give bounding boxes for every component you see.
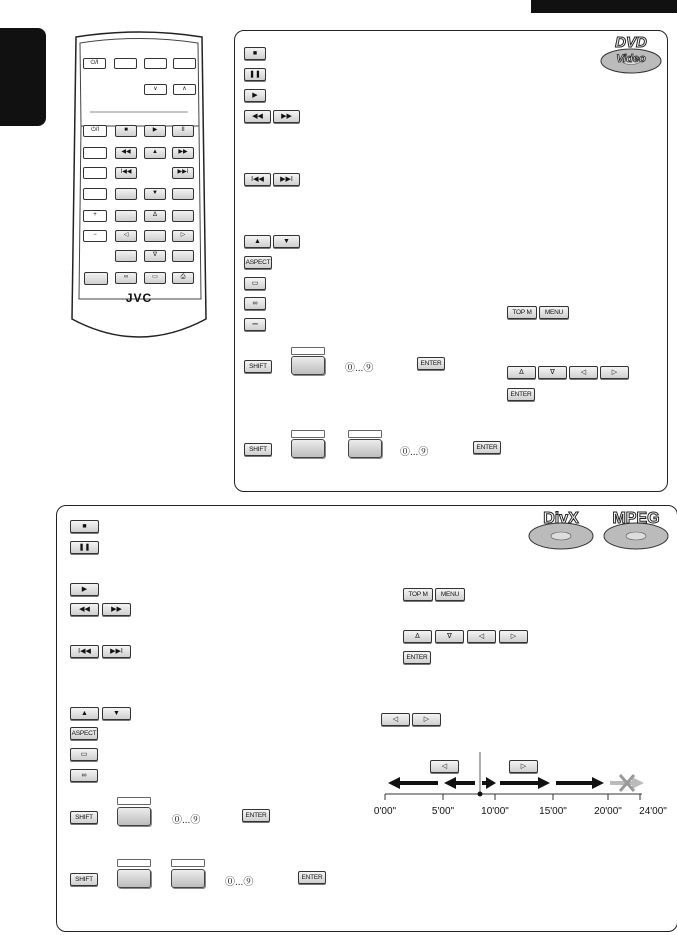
remote-down[interactable]: ▼	[144, 188, 166, 200]
dvd-digits-2: ⓪...⑨	[400, 447, 429, 458]
dvd-aspect-button[interactable]: ASPECT	[244, 256, 272, 269]
dvd-prev-button[interactable]: I◀◀	[244, 173, 271, 186]
dvd-video-panel	[234, 30, 668, 492]
mpeg-logo-text: MPEG	[612, 510, 660, 527]
current-position-marker	[478, 792, 483, 797]
divx-logo-text: DivX	[543, 510, 579, 527]
remote-pause[interactable]: II	[172, 125, 194, 137]
dvd-grey-key-3[interactable]	[348, 439, 382, 458]
remote-left-2[interactable]	[83, 167, 107, 179]
dvd-angle-button[interactable]: ⎓	[244, 318, 266, 331]
dvd-ff-button[interactable]: ▶▶	[273, 110, 300, 123]
remote-key-2[interactable]	[144, 58, 167, 69]
remote-key-c[interactable]	[115, 250, 137, 262]
dvd-logo-text: DVD	[615, 34, 647, 51]
arrow-fwd-2	[500, 777, 550, 789]
timeline-label-2: 10'00"	[481, 806, 509, 817]
arrow-fwd-blocked	[610, 775, 644, 791]
dvd-key-outline	[291, 347, 325, 355]
divx-prev-button[interactable]: I◀◀	[70, 645, 99, 658]
dvd-grey-key-2[interactable]	[291, 439, 325, 458]
divx-enter-button[interactable]: ENTER	[242, 809, 270, 822]
timeline-label-0: 0'00"	[373, 806, 397, 817]
dvd-topm-button[interactable]: TOP M	[507, 306, 537, 319]
remote-key-d[interactable]	[172, 250, 194, 262]
dvd-stop-button[interactable]: ■	[244, 47, 266, 60]
remote-left-3[interactable]	[83, 188, 107, 200]
remote-subtitle[interactable]: ▭	[144, 272, 166, 284]
dvd-cursor-right-button[interactable]: ▷	[600, 366, 629, 379]
dvd-menu-button[interactable]: MENU	[539, 306, 569, 319]
remote-plus[interactable]: +	[83, 210, 107, 222]
timeline-label-5: 24'00"	[639, 806, 667, 817]
dvd-cursor-down-button[interactable]: ∇	[538, 366, 567, 379]
divx-pause-button[interactable]: ❚❚	[70, 541, 99, 554]
arrow-back-1	[388, 777, 438, 789]
dvd-key-outline-3	[348, 430, 382, 438]
header-tab	[531, 0, 677, 13]
divx-audio-button[interactable]: ∞	[70, 769, 98, 782]
divx-rew-button[interactable]: ◀◀	[70, 603, 99, 616]
divx-logo	[528, 510, 594, 550]
dvd-shift-button-2[interactable]: SHIFT	[244, 443, 272, 456]
divx-key-outline-2	[117, 859, 151, 867]
divx-cursor-up-button[interactable]: Δ	[403, 630, 432, 643]
mpeg-logo	[603, 510, 669, 550]
remote-ff[interactable]: ▶▶	[172, 147, 194, 159]
remote-next[interactable]: ▶▶I	[172, 167, 194, 179]
divx-enter-button-3[interactable]: ENTER	[403, 651, 431, 664]
dvd-digits: ⓪...⑨	[345, 363, 374, 374]
divx-topm-button[interactable]: TOP M	[403, 588, 433, 601]
remote-rew[interactable]: ◀◀	[115, 147, 137, 159]
divx-shift-button[interactable]: SHIFT	[70, 811, 98, 824]
divx-key-outline-3	[171, 859, 205, 867]
remote-brand-logo: JVC	[125, 291, 153, 305]
dvd-shift-button[interactable]: SHIFT	[244, 360, 272, 373]
divx-digits-2: ⓪...⑨	[225, 877, 254, 888]
remote-enter[interactable]	[144, 230, 166, 242]
divx-stop-button[interactable]: ■	[70, 520, 99, 533]
remote-key-3[interactable]	[173, 58, 196, 69]
remote-stop[interactable]: ■	[115, 125, 137, 137]
remote-cursor-down[interactable]: ∇	[144, 250, 166, 262]
dvd-enter-button[interactable]: ENTER	[417, 357, 445, 370]
timeline-ticks	[385, 794, 640, 800]
video-logo-text: Video	[616, 53, 646, 65]
remote-angle[interactable]: ⎙	[172, 272, 194, 284]
dvd-play-button[interactable]: ▶	[244, 89, 266, 102]
divx-subtitle-button[interactable]: ▭	[70, 748, 98, 761]
remote-key-b[interactable]	[172, 210, 194, 222]
remote-control	[68, 29, 210, 347]
remote-play[interactable]: ▶	[144, 125, 166, 137]
divx-next-button[interactable]: ▶▶I	[102, 645, 131, 658]
divx-cursor-left-button[interactable]: ◁	[467, 630, 496, 643]
remote-audio[interactable]: ∞	[115, 272, 137, 284]
timeline-left-button[interactable]: ◁	[430, 760, 459, 773]
remote-power[interactable]: ⏻/I	[83, 125, 107, 137]
divx-down-button[interactable]: ▼	[102, 707, 131, 720]
timeline-label-1: 5'00"	[431, 806, 455, 817]
divx-aspect-button[interactable]: ASPECT	[70, 727, 98, 740]
dvd-enter-button-3[interactable]: ENTER	[507, 388, 535, 401]
remote-vol-down[interactable]: ∨	[144, 84, 167, 95]
remote-key-1[interactable]	[114, 58, 137, 69]
divx-enter-button-2[interactable]: ENTER	[298, 871, 326, 884]
divx-cursor-right-button[interactable]: ▷	[499, 630, 528, 643]
dvd-key-outline-2	[291, 430, 325, 438]
remote-key-r3[interactable]	[172, 188, 194, 200]
arrow-back-2	[444, 777, 475, 789]
dvd-next-button[interactable]: ▶▶I	[273, 173, 300, 186]
divx-up-button[interactable]: ▲	[70, 707, 99, 720]
remote-key-a[interactable]	[115, 210, 137, 222]
dvd-rew-button[interactable]: ◀◀	[244, 110, 271, 123]
remote-prev[interactable]: I◀◀	[115, 167, 137, 179]
arrow-fwd-1	[482, 777, 496, 789]
remote-up[interactable]: ▲	[144, 147, 166, 159]
divx-key-outline	[117, 797, 151, 805]
divx-skip-right-button[interactable]: ▷	[412, 713, 441, 726]
divx-skip-left-button[interactable]: ◁	[381, 713, 410, 726]
divx-ff-button[interactable]: ▶▶	[102, 603, 131, 616]
timeline-right-button[interactable]: ▷	[509, 760, 538, 773]
divx-play-button[interactable]: ▶	[70, 583, 99, 596]
divx-grey-key-2[interactable]	[117, 869, 151, 888]
remote-shift[interactable]	[84, 272, 108, 285]
dvd-video-logo	[600, 36, 662, 74]
remote-cursor-up[interactable]: Δ	[144, 210, 166, 222]
dvd-down-button[interactable]: ▼	[273, 235, 300, 248]
remote-vol-up[interactable]: ∧	[173, 84, 196, 95]
dvd-cursor-left-button[interactable]: ◁	[569, 366, 598, 379]
dvd-up-button[interactable]: ▲	[244, 235, 271, 248]
language-tab	[0, 28, 46, 126]
divx-menu-button[interactable]: MENU	[435, 588, 465, 601]
remote-minus[interactable]: −	[83, 230, 107, 242]
timeline-label-4: 20'00"	[594, 806, 622, 817]
remote-cursor-right[interactable]: ▷	[172, 230, 194, 242]
dvd-cursor-up-button[interactable]: Δ	[507, 366, 536, 379]
dvd-subtitle-button[interactable]: ▭	[244, 277, 266, 290]
timeline-diagram	[370, 750, 665, 810]
dvd-pause-button[interactable]: ❚❚	[244, 68, 266, 81]
divx-cursor-down-button[interactable]: ∇	[435, 630, 464, 643]
dvd-grey-key[interactable]	[291, 356, 325, 375]
arrow-fwd-3	[556, 777, 604, 789]
remote-left-1[interactable]	[83, 147, 107, 159]
dvd-enter-button-2[interactable]: ENTER	[473, 441, 501, 454]
remote-aspect[interactable]	[115, 188, 137, 200]
divx-shift-button-2[interactable]: SHIFT	[70, 873, 98, 886]
divx-mpeg-panel	[56, 505, 677, 932]
divx-digits: ⓪...⑨	[172, 815, 201, 826]
divx-grey-key[interactable]	[117, 807, 151, 826]
remote-power-top[interactable]: ⏻/I	[83, 58, 106, 69]
remote-cursor-left[interactable]: ◁	[115, 230, 137, 242]
timeline-label-3: 15'00"	[539, 806, 567, 817]
divx-grey-key-3[interactable]	[171, 869, 205, 888]
dvd-audio-button[interactable]: ∞	[244, 297, 266, 310]
